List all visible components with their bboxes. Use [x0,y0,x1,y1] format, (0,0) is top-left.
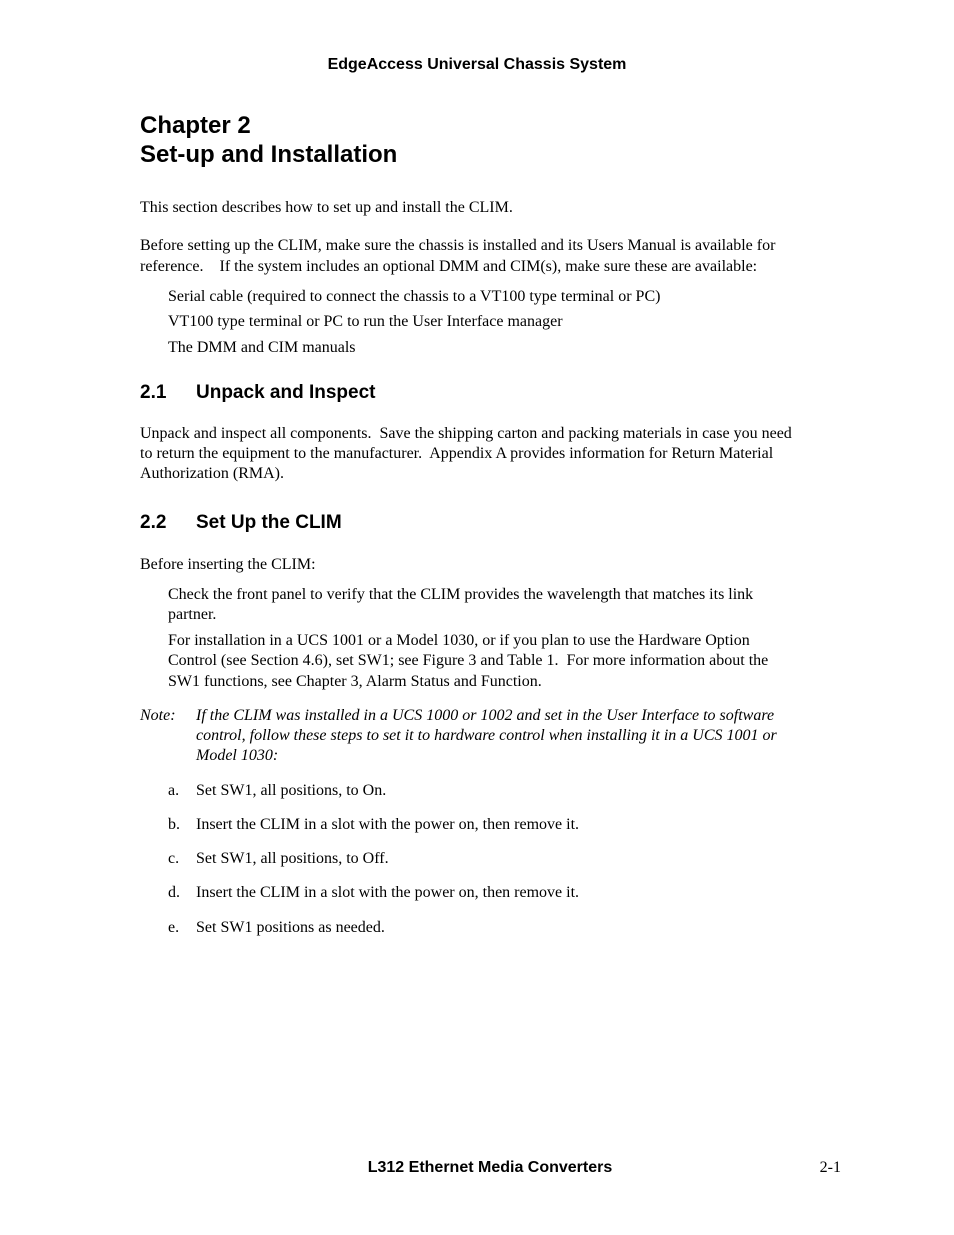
section-number: 2.1 [140,382,167,403]
note-label: Note: [140,707,176,724]
list-item-line: Check the front panel to verify that the CLIM provides the wavelength that matches its link [168,586,754,603]
note-line: control, follow these steps to set it to hardware control when installing it in a UCS 1001 or [196,727,777,744]
paragraph-line: Authorization (RMA). [140,465,284,482]
note-line: Model 1030: [196,747,279,764]
list-item-line: partner. [168,606,217,623]
paragraph-line: to return the equipment to the manufacturer. Appendix A provides information for Return Material [140,445,774,462]
section-heading-2-2 [140,512,342,534]
step-letter: a. [168,782,180,799]
note-line: If the CLIM was installed in a UCS 1000 or 1002 and set in the User Interface to software [196,707,775,724]
intro-paragraph: This section describes how to set up and install the CLIM. [140,199,513,216]
chapter-name: Set-up and Installation [140,141,398,168]
step-text: Insert the CLIM in a slot with the power on, then remove it. [196,816,580,833]
paragraph-line: Unpack and inspect all components. Save the shipping carton and packing materials in case you need [140,425,792,442]
list-item-line: SW1 functions, see Chapter 3, Alarm Status and Function. [168,673,542,690]
step-letter: c. [168,850,180,867]
step-text: Insert the CLIM in a slot with the power on, then remove it. [196,884,580,901]
step-text: Set SW1 positions as needed. [196,919,385,936]
section-title: Set Up the CLIM [196,512,342,533]
list-item: Serial cable (required to connect the chassis to a VT100 type terminal or PC) [168,288,661,305]
list-item: VT100 type terminal or PC to run the User Interface manager [168,313,563,330]
section-number: 2.2 [140,512,167,533]
list-item: The DMM and CIM manuals [168,339,356,356]
step-letter: b. [168,816,180,833]
chapter-title [140,111,397,169]
prerequisites-paragraph-line-2: reference. If the system includes an optional DMM and CIM(s), make sure these are available: [140,258,758,275]
section-title: Unpack and Inspect [196,382,376,403]
list-item-line: For installation in a UCS 1001 or a Model 1030, or if you plan to use the Hardware Option [168,632,750,649]
page-number: 2-1 [819,1159,841,1176]
running-header: EdgeAccess Universal Chassis System [327,56,627,73]
list-item-line: Control (see Section 4.6), set SW1; see Figure 3 and Table 1. For more information about the [168,652,769,669]
footer-title: L312 Ethernet Media Converters [367,1159,613,1176]
step-letter: d. [168,884,180,901]
prerequisites-paragraph-line-1: Before setting up the CLIM, make sure the chassis is installed and its Users Manual is available for [140,237,776,254]
step-text: Set SW1, all positions, to Off. [196,850,389,867]
chapter-number: Chapter 2 [140,112,251,139]
lead-sentence: Before inserting the CLIM: [140,556,316,573]
step-letter: e. [168,919,180,936]
step-text: Set SW1, all positions, to On. [196,782,387,799]
section-heading-2-1 [140,382,376,404]
